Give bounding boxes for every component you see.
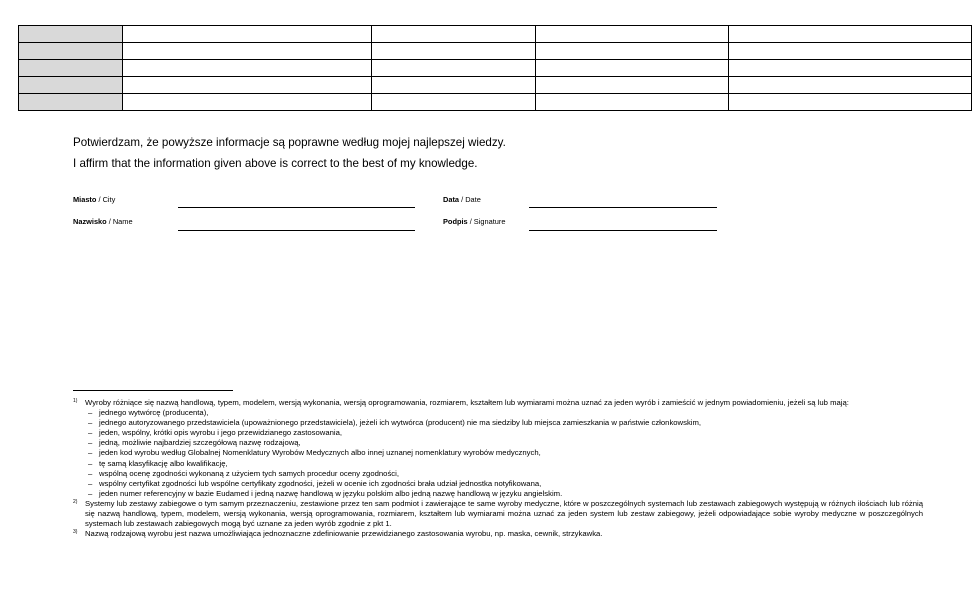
table-cell[interactable] [123,94,372,111]
footnote-2: 2) Systemy lub zestawy zabiegowe o tym samym przeznaczeniu, zestawione przez ten sam podmiot i zawierające te same wyroby medyczne, które w poszczególnych systemach lub zestawach zabiegowych występują w różnych ilościach lub różnią się nazwą handlową, typem, modelem, wersją wykonania, wersją oprogramowania, rozmiarem, kształtem lub wymiarami można uznać za jeden system lub zestaw zabiegowy, jeżeli odpowiadające sobie wyroby medyczne w poszczególnych systemach lub zestawach zabiegowych mogą być uznane za jeden wyrób zgodnie z pkt 1. [73,498,923,529]
table-cell[interactable] [536,26,729,43]
table-cell[interactable] [123,26,372,43]
date-label: Data / Date [443,195,481,204]
list-item: – jednego wytwórcę (producenta), [88,408,209,418]
affirmation-polish: Potwierdzam, że powyższe informacje są poprawne według mojej najlepszej wiedzy. [73,136,506,149]
footnote-separator [73,390,233,391]
table-cell[interactable] [372,60,536,77]
footnote-text: Systemy lub zestawy zabiegowe o tym samym przeznaczeniu, zestawione przez ten sam podmiot i zawierające te same wyroby medyczne, które w poszczególnych systemach lub zestawach zabiegowych występują w różnych ilościach lub różnią się nazwą handlową, typem, modelem, wersją wykonania, wersją oprogramowania, rozmiarem, kształtem lub wymiarami można uznać za jeden system lub zestaw zabiegowy, jeżeli odpowiadające sobie wyroby medyczne w poszczególnych systemach lub zestawach zabiegowych mogą być uznane za jeden wyrób zgodnie z pkt 1. [85,498,923,529]
list-item: – wspólną ocenę zgodności wykonaną z użyciem tych samych procedur oceny zgodności, [88,468,399,478]
list-item: – jeden numer referencyjny w bazie Eudamed i jedną nazwę handlową w języku polskim albo jedną nazwę handlową w języku angielskim. [88,488,563,498]
table-cell[interactable] [729,26,972,43]
data-table [18,25,972,111]
footnote-text: Nazwą rodzajową wyrobu jest nazwa umożliwiająca jednoznaczne zdefiniowanie przewidzianego zastosowania wyrobu, np. maska, cewnik, strzykawka. [85,529,603,539]
table-row-header-cell [19,43,123,60]
table-cell[interactable] [729,77,972,94]
table-row [19,26,972,43]
footnote-list [85,408,923,499]
list-item: – wspólny certyfikat zgodności lub wspólne certyfikaty zgodności, jeżeli w ocenie ich zgodności brała udział jednostka notyfikowana, [88,478,542,488]
signature-field[interactable] [529,230,717,231]
table-cell[interactable] [729,60,972,77]
table-row-header-cell [19,26,123,43]
signature-label: Podpis / Signature [443,217,506,226]
list-item: – jednego autoryzowanego przedstawiciela (upoważnionego przedstawiciela), jeżeli ich wytwórca (producent) nie ma siedziby lub miejsca zamieszkania w państwie członkowskim, [88,418,702,428]
table-cell[interactable] [123,43,372,60]
list-item: – jedną, możliwie najbardziej szczegółową nazwę rodzajową, [88,438,301,448]
list-item: – jeden, wspólny, krótki opis wyrobu i jego przewidzianego zastosowania, [88,428,342,438]
city-label: Miasto / City [73,195,116,204]
table-row [19,60,972,77]
table-cell[interactable] [536,60,729,77]
table-row [19,94,972,111]
footnotes [73,398,923,539]
table-row [19,77,972,94]
table-cell[interactable] [729,94,972,111]
table-cell[interactable] [123,60,372,77]
table-row [19,43,972,60]
table-cell[interactable] [729,43,972,60]
table-cell[interactable] [123,77,372,94]
table-cell[interactable] [536,94,729,111]
city-field[interactable] [178,207,415,208]
surname-label: Nazwisko / Name [73,217,133,226]
footnote-text: Wyroby różniące się nazwą handlową, typem, modelem, wersją wykonania, wersją oprogramowania, rozmiarem, kształtem lub wymiarami można uznać za jeden wyrób i zamieścić w jednym powiadomieniu, jeżeli są lub mają: [85,398,849,407]
affirmation-english: I affirm that the information given above is correct to the best of my knowledge. [73,157,478,170]
table-cell[interactable] [372,26,536,43]
footnote-3: 3) Nazwą rodzajową wyrobu jest nazwa umożliwiająca jednoznaczne zdefiniowanie przewidzianego zastosowania wyrobu, np. maska, cewnik, strzykawka. [73,529,923,539]
table-cell[interactable] [536,43,729,60]
table-cell[interactable] [372,94,536,111]
list-item: – jeden kod wyrobu według Globalnej Nomenklatury Wyrobów Medycznych albo innej uznanej nomenklatury wyrobów medycznych, [88,448,541,458]
table-cell[interactable] [372,43,536,60]
table-cell[interactable] [372,77,536,94]
table-cell[interactable] [536,77,729,94]
date-field[interactable] [529,207,717,208]
table-row-header-cell [19,94,123,111]
footnote-1: 1) Wyroby różniące się nazwą handlową, typem, modelem, wersją wykonania, wersją oprogramowania, rozmiarem, kształtem lub wymiarami można uznać za jeden wyrób i zamieścić w jednym powiadomieniu, jeżeli są lub mają: – jednego wytwórcę (producenta), – jednego autoryzowanego przedstawiciela (upoważnionego przedstawiciela), jeżeli ich wytwórca (producent) nie ma siedziby lub miejsca zamieszkania w państwie członkowskim, – jeden, wspólny, krótki opis wyrobu i jego przewidzianego zastosowania, – jedną, możliwie najbardziej szczegółową nazwę rodzajową, – jeden kod wyrobu według Globalnej Nomenklatury Wyrobów Medycznych albo innej uznanej nomenklatury wyrobów medycznych, – tę samą klasyfikację albo kwalifikację, – wspólną ocenę zgodności wykonaną z użyciem tych samych procedur oceny zgodności, – wspólny certyfikat zgodności lub wspólne certyfikaty zgodności, jeżeli w ocenie ich zgodności brała udział jednostka notyfikowana, – jeden numer referencyjny w bazie Eudamed i jedną nazwę handlową w języku polskim albo jedną nazwę handlową w języku angielskim. [73,398,923,499]
table-row-header-cell [19,60,123,77]
table-row-header-cell [19,77,123,94]
surname-field[interactable] [178,230,415,231]
list-item: – tę samą klasyfikację albo kwalifikację, [88,458,228,468]
